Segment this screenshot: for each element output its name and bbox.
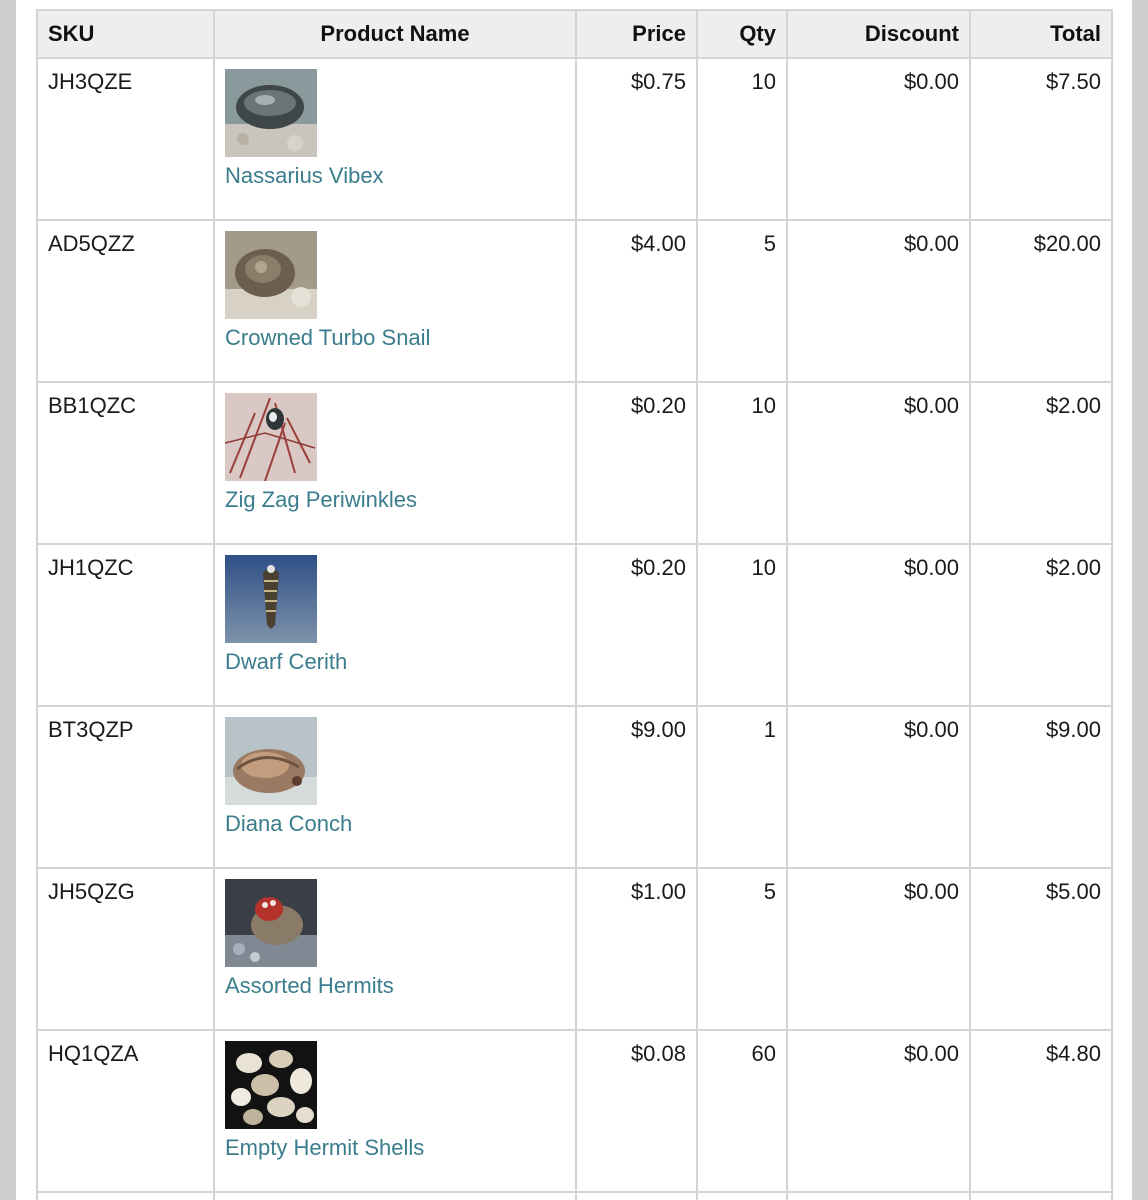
price-cell: $9.00 [576,706,697,868]
table-row [37,868,1112,1030]
qty-cell: 10 [697,382,787,544]
total-cell: $9.00 [970,706,1112,868]
table-row [37,706,1112,868]
discount-cell: $0.00 [787,58,970,220]
price-cell: $1.00 [576,868,697,1030]
product-name-link[interactable]: Empty Hermit Shells [225,1135,425,1160]
product-cell [214,382,576,544]
price-cell: $0.20 [576,544,697,706]
product-cell [214,1030,576,1192]
product-thumbnail[interactable] [225,717,317,805]
product-cell [214,220,576,382]
discount-cell: $0.00 [787,868,970,1030]
product-thumbnail[interactable] [225,231,317,319]
table-row-partial [37,1192,1112,1200]
header-product-name: Product Name [214,10,576,58]
qty-cell: 1 [697,706,787,868]
product-name-link[interactable]: Zig Zag Periwinkles [225,487,417,512]
product-thumbnail[interactable] [225,1041,317,1129]
table-header-row [37,10,1112,58]
product-name-link[interactable]: Assorted Hermits [225,973,394,998]
empty-cell [787,1192,970,1200]
order-page [16,0,1132,1200]
total-cell: $2.00 [970,544,1112,706]
sku-cell: AD5QZZ [37,220,214,382]
product-name-link[interactable]: Nassarius Vibex [225,163,384,188]
product-name-link[interactable]: Crowned Turbo Snail [225,325,431,350]
discount-cell: $0.00 [787,1030,970,1192]
order-items-table [36,9,1113,1200]
sku-cell: JH3QZE [37,58,214,220]
price-cell: $4.00 [576,220,697,382]
product-thumbnail[interactable] [225,555,317,643]
total-cell: $2.00 [970,382,1112,544]
empty-cell [970,1192,1112,1200]
sku-cell: BB1QZC [37,382,214,544]
qty-cell: 10 [697,58,787,220]
product-cell [214,58,576,220]
product-cell [214,544,576,706]
discount-cell: $0.00 [787,706,970,868]
table-row [37,58,1112,220]
total-cell: $7.50 [970,58,1112,220]
total-cell: $4.80 [970,1030,1112,1192]
total-cell: $20.00 [970,220,1112,382]
empty-cell [37,1192,214,1200]
qty-cell: 5 [697,868,787,1030]
price-cell: $0.75 [576,58,697,220]
header-qty: Qty [697,10,787,58]
header-total: Total [970,10,1112,58]
empty-cell [576,1192,697,1200]
header-discount: Discount [787,10,970,58]
sku-cell: BT3QZP [37,706,214,868]
product-cell [214,868,576,1030]
table-row [37,382,1112,544]
sku-cell: JH5QZG [37,868,214,1030]
header-sku: SKU [37,10,214,58]
empty-cell [697,1192,787,1200]
qty-cell: 10 [697,544,787,706]
price-cell: $0.08 [576,1030,697,1192]
table-row [37,544,1112,706]
qty-cell: 60 [697,1030,787,1192]
product-thumbnail[interactable] [225,69,317,157]
product-name-link[interactable]: Dwarf Cerith [225,649,348,674]
sku-cell: HQ1QZA [37,1030,214,1192]
discount-cell: $0.00 [787,220,970,382]
price-cell: $0.20 [576,382,697,544]
table-row [37,220,1112,382]
discount-cell: $0.00 [787,382,970,544]
header-price: Price [576,10,697,58]
empty-cell [214,1192,576,1200]
table-row [37,1030,1112,1192]
product-thumbnail[interactable] [225,393,317,481]
product-name-link[interactable]: Diana Conch [225,811,353,836]
qty-cell: 5 [697,220,787,382]
sku-cell: JH1QZC [37,544,214,706]
product-thumbnail[interactable] [225,879,317,967]
discount-cell: $0.00 [787,544,970,706]
product-cell [214,706,576,868]
total-cell: $5.00 [970,868,1112,1030]
